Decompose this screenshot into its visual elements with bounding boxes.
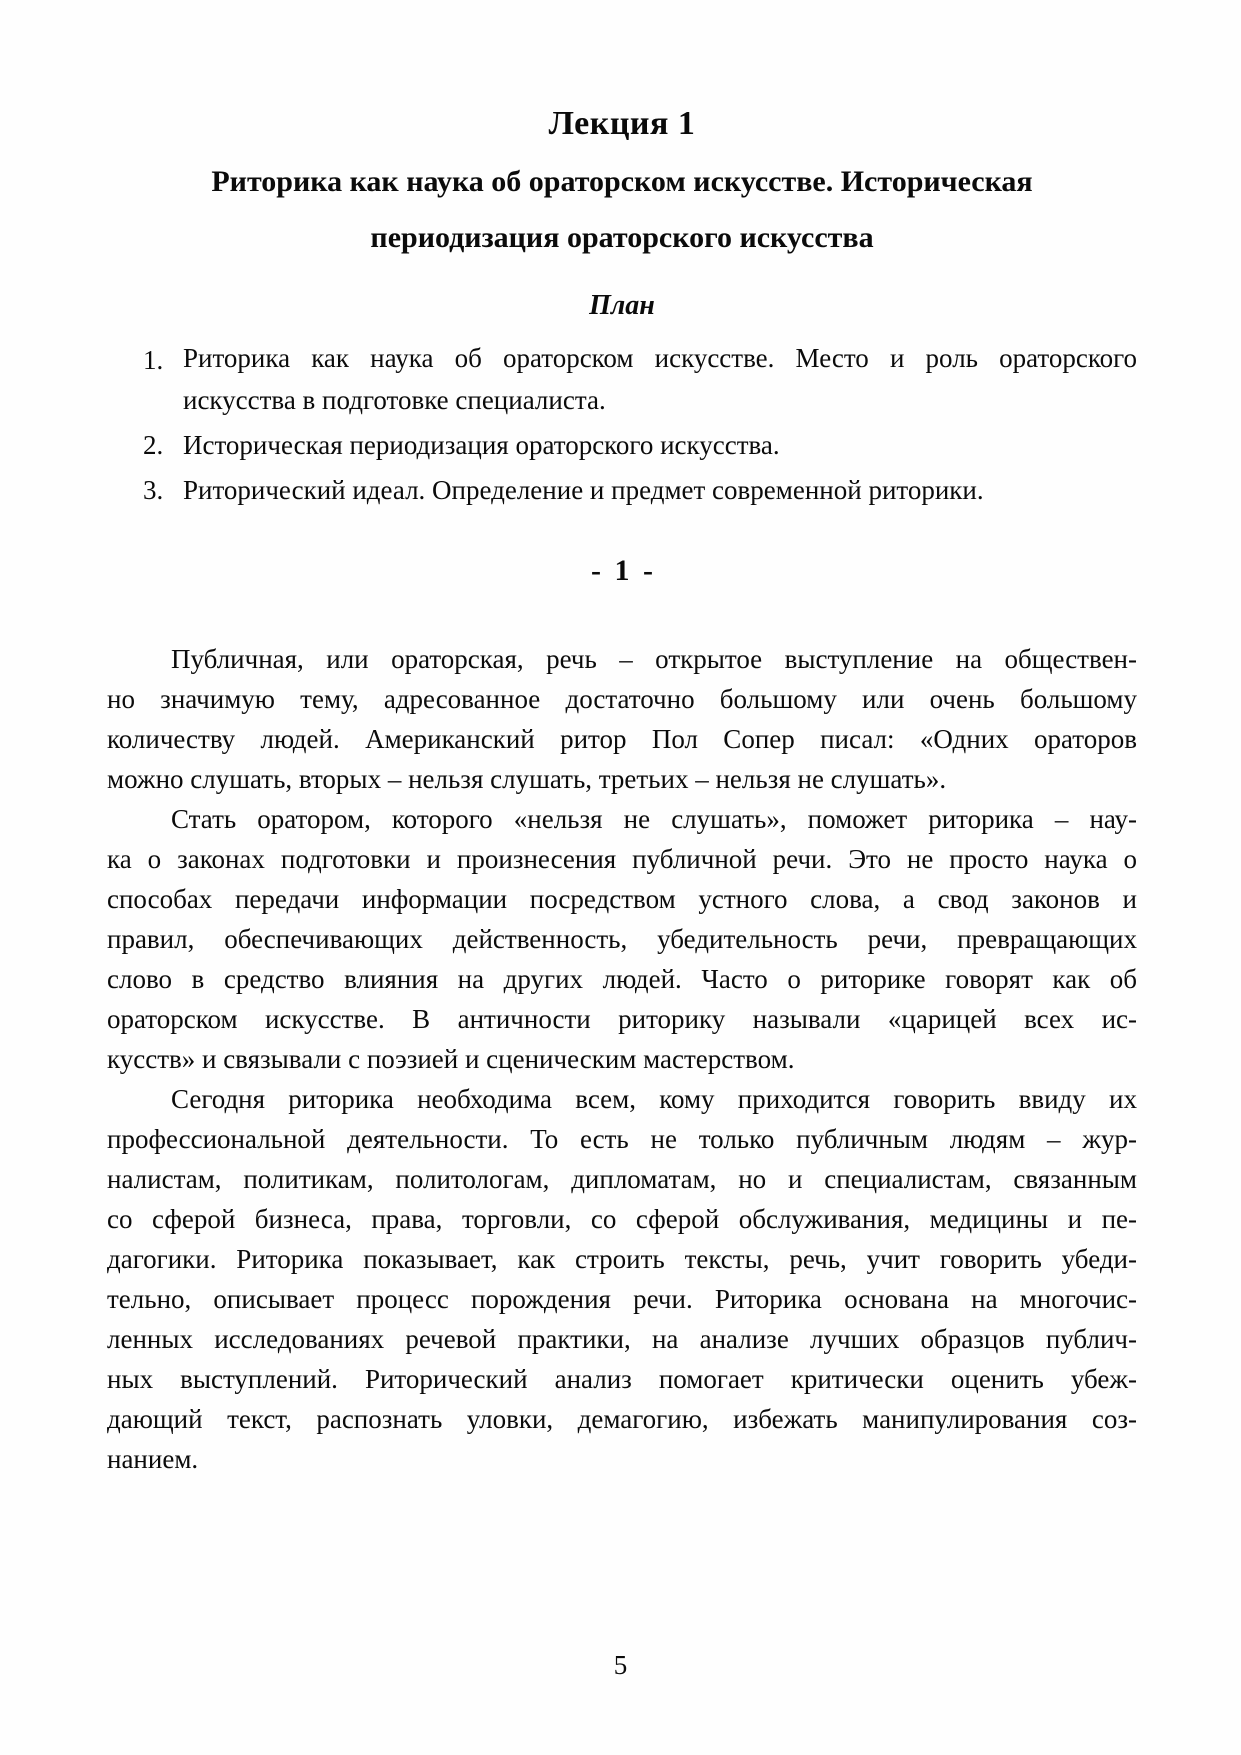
paragraph-line: дающий текст, распознать уловки, демагогию, избежать манипулирования соз- [107, 1404, 1137, 1434]
page-number: 5 [613, 1650, 628, 1680]
paragraph [107, 639, 1137, 799]
paragraph-line: Стать оратором, которого «нельзя не слушать», поможет риторика – нау- [171, 804, 1137, 834]
paragraph-line: ка о законах подготовки и произнесения публичной речи. Это не просто наука о [107, 844, 1137, 874]
paragraph-line: дагогики. Риторика показывает, как строить тексты, речь, учит говорить убеди- [107, 1244, 1137, 1274]
plan-item [107, 423, 1137, 468]
paragraph-line: количеству людей. Американский ритор Пол Сопер писал: «Одних ораторов [107, 724, 1137, 754]
paragraph-line: Сегодня риторика необходима всем, кому приходится говорить ввиду их [171, 1084, 1137, 1114]
paragraph-line: профессиональной деятельности. То есть не только публичным людям – жур- [107, 1124, 1137, 1154]
paragraph [107, 1079, 1137, 1479]
paragraph-line: можно слушать, вторых – нельзя слушать, третьих – нельзя не слушать». [107, 764, 947, 794]
paragraph-line: со сферой бизнеса, права, торговли, со сферой обслуживания, медицины и пе- [107, 1204, 1137, 1234]
plan-item-text [183, 468, 1137, 513]
plan-heading: План [589, 290, 655, 321]
paragraph-line: правил, обеспечивающих действенность, убедительность речи, превращающих [107, 924, 1137, 954]
plan-item-line: Историческая периодизация ораторского искусства. [183, 430, 780, 460]
plan-item [107, 338, 1137, 423]
paragraph-line: но значимую тему, адресованное достаточно большому или очень большому [107, 684, 1137, 714]
plan-item-text [183, 423, 1137, 468]
plan-item-number: 3. [143, 475, 164, 505]
plan-item-number: 2. [143, 430, 164, 460]
plan-item [107, 468, 1137, 513]
page-content [107, 0, 1137, 1479]
body-text [107, 639, 1137, 1479]
page-footer [0, 1648, 1241, 1682]
paragraph-line: нанием. [107, 1444, 199, 1474]
section-marker: - 1 - [591, 554, 653, 587]
paragraph [107, 799, 1137, 1079]
plan-item-line: Риторика как наука об ораторском искусстве. Место и роль ораторского [183, 343, 1137, 373]
paragraph-line: Публичная, или ораторская, речь – открытое выступление на обществен- [171, 644, 1137, 674]
page-title: Лекция 1 [548, 105, 696, 142]
paragraph-line: кусств» и связывали с поэзией и сценическим мастерством. [107, 1044, 795, 1074]
plan-item-line: искусства в подготовке специалиста. [183, 385, 606, 415]
paragraph-line: ных выступлений. Риторический анализ помогает критически оценить убеж- [107, 1364, 1137, 1394]
subtitle-line: периодизация ораторского искусства [370, 221, 874, 254]
paragraph-line: слово в средство влияния на других людей. Часто о риторике говорят как об [107, 964, 1137, 994]
subtitle-line: Риторика как наука об ораторском искусстве. Историческая [211, 165, 1033, 198]
plan-item-number: 1. [143, 345, 164, 375]
paragraph-line: ленных исследованиях речевой практики, на анализе лучших образцов публич- [107, 1324, 1137, 1354]
paragraph-line: ораторском искусстве. В античности риторику называли «царицей всех ис- [107, 1004, 1137, 1034]
plan-item-line: Риторический идеал. Определение и предмет современной риторики. [183, 475, 984, 505]
paragraph-line: тельно, описывает процесс порождения речи. Риторика основана на многочис- [107, 1284, 1137, 1314]
page-subtitle [107, 154, 1137, 266]
plan-list [107, 338, 1137, 513]
paragraph-line: налистам, политикам, политологам, дипломатам, но и специалистам, связанным [107, 1164, 1137, 1194]
paragraph-line: способах передачи информации посредством устного слова, а свод законов и [107, 884, 1137, 914]
plan-item-text [183, 338, 1137, 423]
